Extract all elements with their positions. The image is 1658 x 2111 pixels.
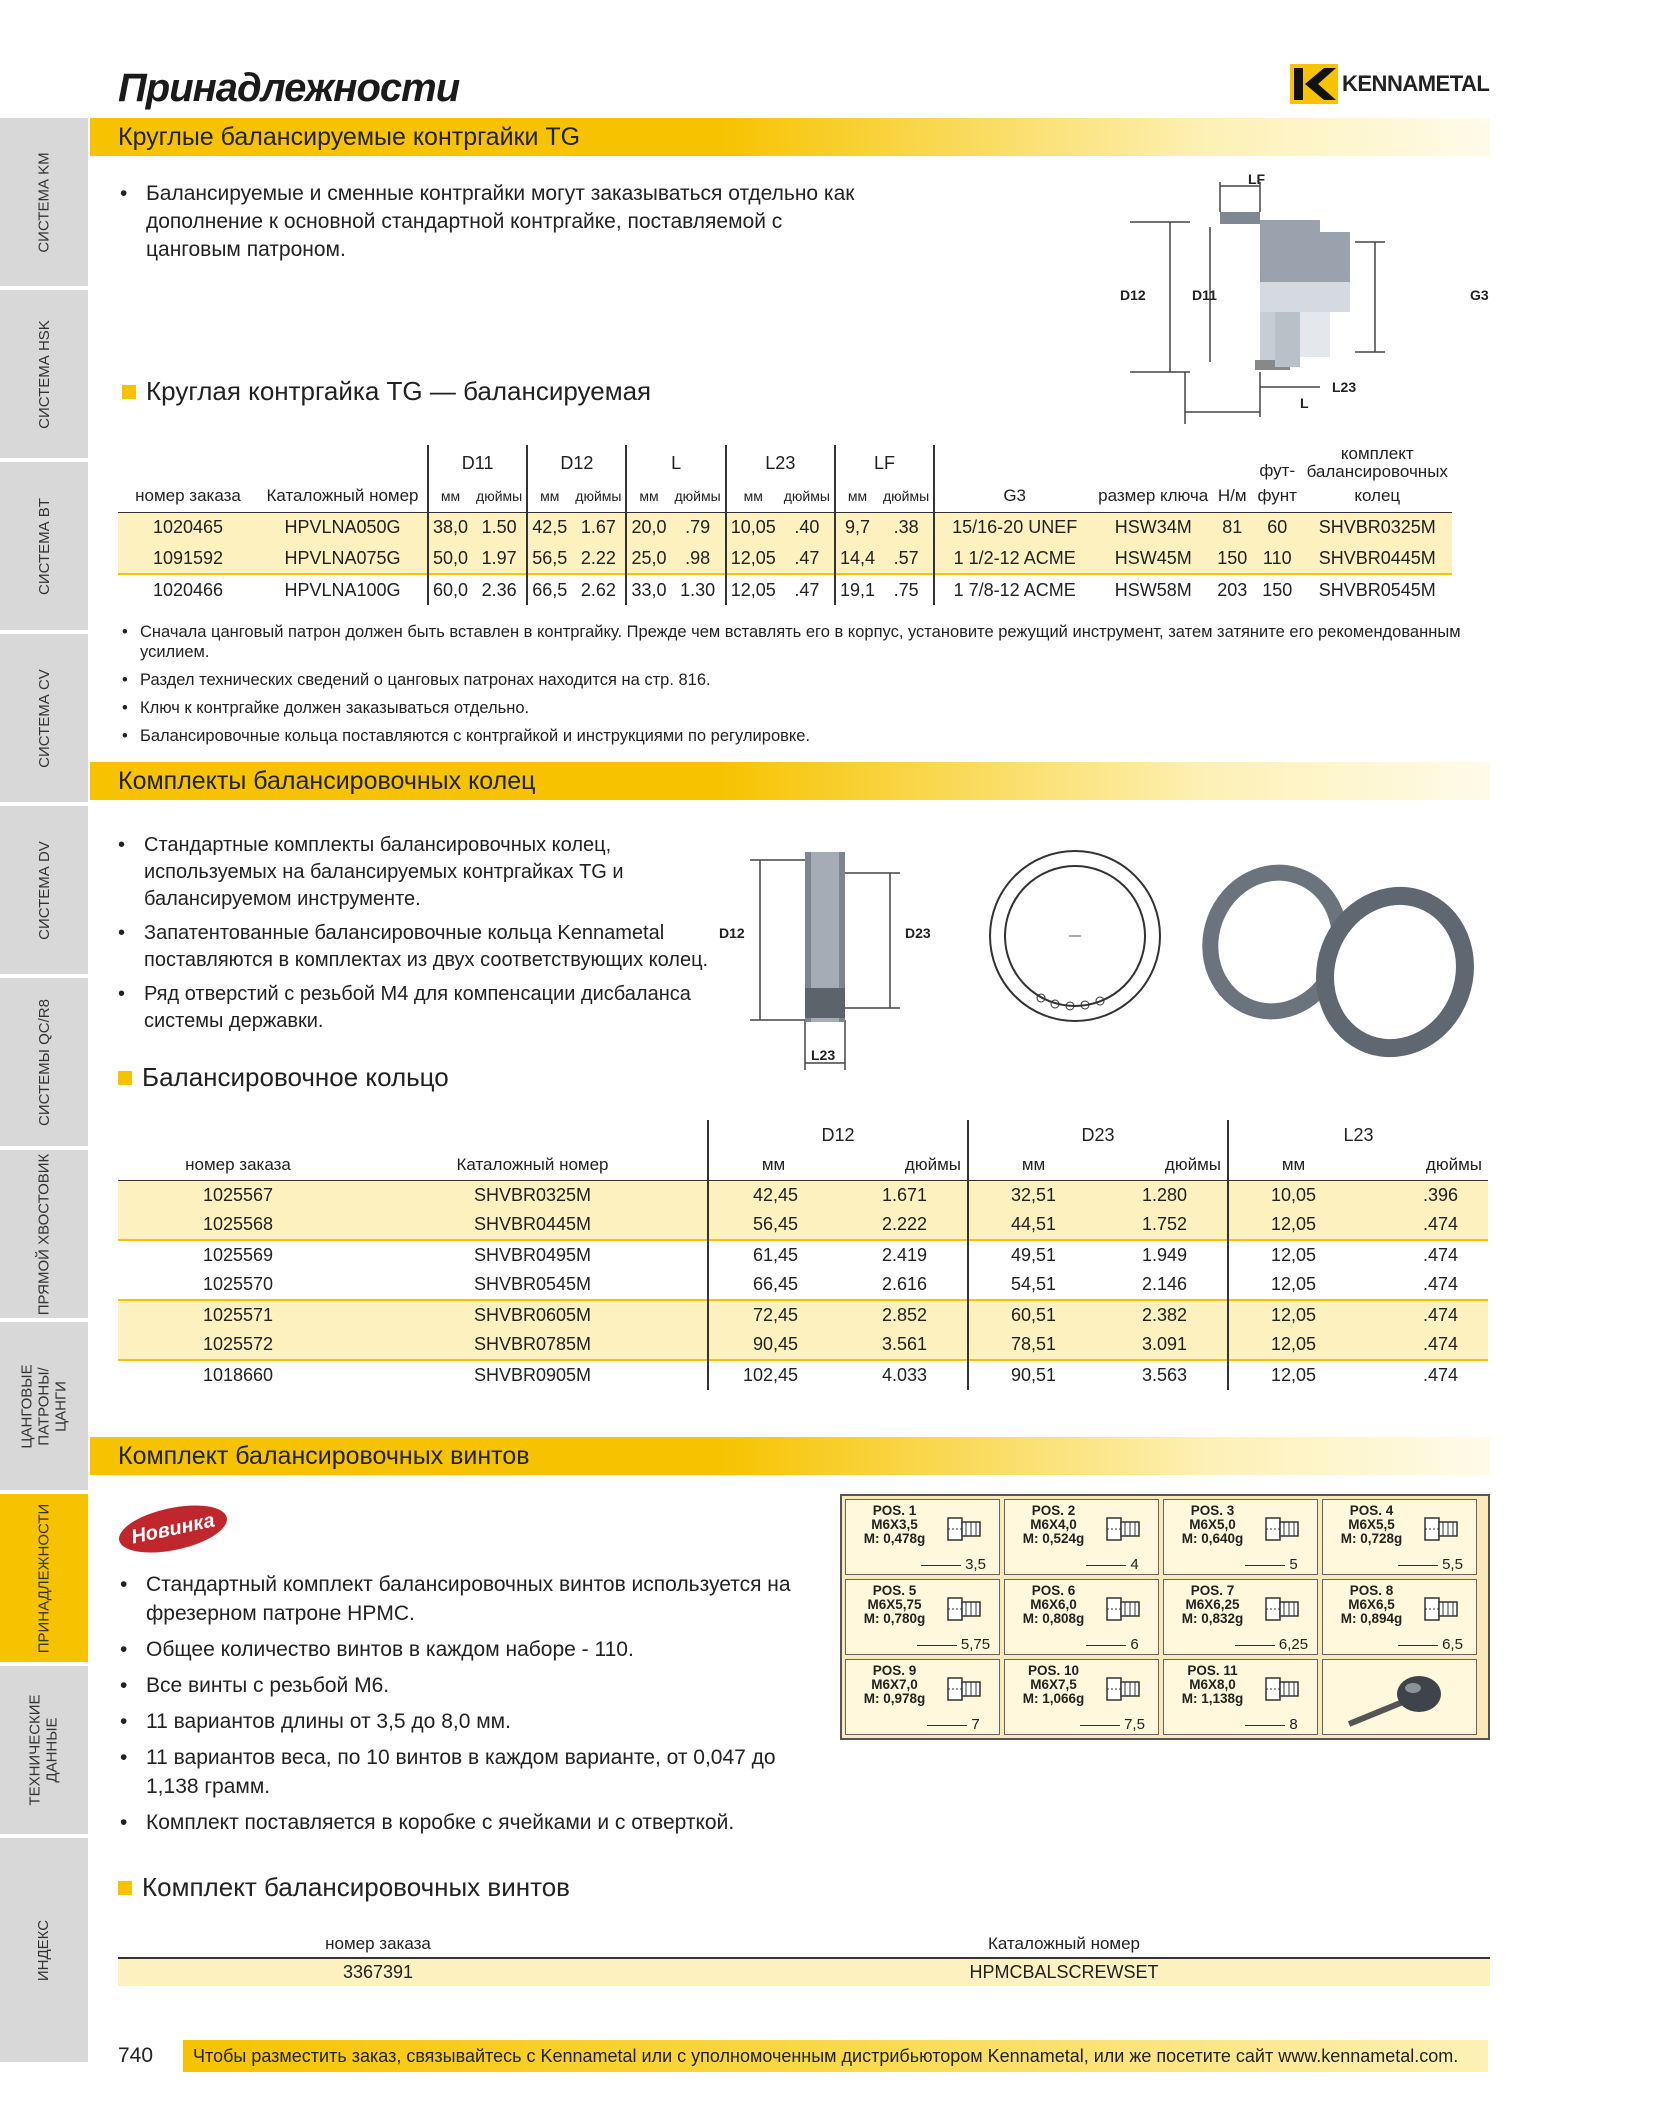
list-item: • 11 вариантов веса, по 10 винтов в каждом варианте, от 0,047 до 1,138 грамм. bbox=[120, 1743, 820, 1801]
kennametal-logo bbox=[1290, 64, 1489, 104]
screw-cell: POS. 2 M6X4,0 M: 0,524g 4 bbox=[1004, 1499, 1159, 1575]
ring-table: D12 D23 L23 номер заказа Каталожный номер мм дюймы мм дюймы мм дюймы 1025567 SHVBR0325M 42,45 1.671 32,51 1.280 10,05 .396 1025568 SHVBR0445M 56,45 2.222 44,51 1.752 12,05 .474 1025569 SHVBR0495M 61,45 2.419 49,51 1.949 12,05 .474 1025570 SHVBR0545M 66,45 2.616 54,51 2.146 12,05 .474 1025571 SHVBR0605M 72,45 2.852 60,51 2.382 12,05 .474 1025572 SHVBR0785M 90,45 3.561 78,51 3.091 12,05 .474 1018660 SHVBR0905M 102,45 4.033 90,51 3.563 12,05 .474 bbox=[118, 1120, 1488, 1390]
section-header-rings: Комплекты балансировочных колец bbox=[90, 762, 1490, 800]
list-item: • 11 вариантов длины от 3,5 до 8,0 мм. bbox=[120, 1707, 820, 1736]
screw-icon bbox=[1260, 1510, 1310, 1550]
table-row: 1025567 SHVBR0325M 42,45 1.671 32,51 1.280 10,05 .396 bbox=[118, 1180, 1488, 1210]
tab-accessories[interactable]: ПРИНАДЛЕЖНОСТИ bbox=[0, 1494, 88, 1664]
screw-icon bbox=[942, 1670, 992, 1710]
tab-dv[interactable]: СИСТЕМА DV bbox=[0, 806, 88, 976]
page-title: Принадлежности bbox=[118, 66, 460, 110]
screw-bullets bbox=[120, 1570, 820, 1844]
th-key: размер ключа bbox=[1098, 486, 1209, 506]
th-d23: D23 bbox=[968, 1120, 1228, 1150]
screw-cell: POS. 4 M6X5,5 M: 0,728g 5,5 bbox=[1322, 1499, 1477, 1575]
locknut-notes bbox=[120, 622, 1490, 754]
th-l: L bbox=[626, 445, 725, 481]
list-item: • Комплект поставляется в коробке с ячейками и с отверткой. bbox=[120, 1808, 820, 1837]
th-l23: L23 bbox=[1228, 1120, 1488, 1150]
yellow-square-icon bbox=[118, 1881, 132, 1895]
list-item: • Ряд отверстий с резьбой М4 для компенсации дисбаланса системы державки. bbox=[118, 981, 718, 1035]
screw-cell: POS. 10 M6X7,5 M: 1,066g 7,5 bbox=[1004, 1659, 1159, 1735]
label-l23: L23 bbox=[811, 1047, 836, 1063]
tab-hsk[interactable]: СИСТЕМА HSK bbox=[0, 290, 88, 460]
th-ft2: фунт bbox=[1257, 486, 1297, 506]
footer-text: Чтобы разместить заказ, связывайтесь с Kennametal или с уполномоченным дистрибьютором Kennametal, или же посетите сайт www.kennametal.com. bbox=[183, 2040, 1488, 2072]
tab-qc[interactable]: СИСТЕМЫ QC/R8 bbox=[0, 978, 88, 1148]
new-badge: Новинка bbox=[115, 1497, 231, 1561]
list-item: • Запатентованные балансировочные кольца Kennametal поставляются в комплектах из двух соответствующих колец. bbox=[118, 920, 718, 974]
section-header-locknuts: Круглые балансируемые контргайки TG bbox=[90, 118, 1490, 156]
footer bbox=[118, 2040, 1488, 2072]
tab-straight[interactable]: ПРЯМОЙ ХВОСТОВИК bbox=[0, 1150, 88, 1320]
th-kit: комплект балансировочных bbox=[1306, 444, 1448, 481]
screw-cell: POS. 3 M6X5,0 M: 0,640g 5 bbox=[1163, 1499, 1318, 1575]
th-catalog: Каталожный номер bbox=[456, 1154, 609, 1174]
page-number: 740 bbox=[118, 2044, 154, 2067]
tab-index[interactable]: ИНДЕКС bbox=[0, 1838, 88, 2064]
th-ft1: фут- bbox=[1259, 461, 1296, 480]
th-lf: LF bbox=[835, 445, 934, 481]
screw-icon bbox=[942, 1510, 992, 1550]
locknut-diagram bbox=[1120, 172, 1500, 432]
label-lf: LF bbox=[1248, 172, 1266, 187]
list-item: • Стандартный комплект балансировочных винтов используется на фрезерном патроне HPMC. bbox=[120, 1570, 820, 1628]
th-kit3: колец bbox=[1354, 486, 1401, 506]
screw-cell: POS. 7 M6X6,25 M: 0,832g 6,25 bbox=[1163, 1579, 1318, 1655]
list-item: • Балансируемые и сменные контргайки могут заказываться отдельно как дополнение к основной стандартной контргайке, поставляемой с цанговым патроном. bbox=[120, 180, 880, 264]
label-l23: L23 bbox=[1332, 379, 1357, 395]
screw-icon bbox=[1101, 1510, 1151, 1550]
subheader-screwset: Комплект балансировочных винтов bbox=[118, 1872, 570, 1903]
yellow-square-icon bbox=[118, 1071, 132, 1085]
screw-icon bbox=[942, 1590, 992, 1630]
screwset-table bbox=[118, 1930, 1490, 1986]
locknut-table: D11 D12 L L23 LF фут- комплект балансировочных номер заказа Каталожный номер мм дюймы мм дюймы мм дюймы мм дюймы мм дюймы G3 размер ключа Н/м фунт колец 1020465 HPVLNA050G 38,0 1.50 42,5 1.67 20,0 .79 10,05 .40 9,7 .38 15/16-20 UNEF HSW34M 81 60 SHVBR0325M 1091592 HPVLNA075G 50,0 1.97 56,5 2.22 25,0 .98 12,05 .47 14,4 .57 1 1/2-12 ACME HSW45M 150 110 SHVBR0445M 1020466 HPVLNA100G 60,0 2.36 66,5 2.62 33,0 1.30 12,05 .47 19,1 .75 1 7/8-12 ACME HSW58M 203 150 SHVBR0545M bbox=[118, 445, 1452, 605]
label-l: L bbox=[1300, 395, 1309, 411]
th-nm: Н/м bbox=[1217, 486, 1247, 506]
th-catalog: Каталожный номер bbox=[987, 1933, 1141, 1953]
table-row: 1020466 HPVLNA100G 60,0 2.36 66,5 2.62 33,0 1.30 12,05 .47 19,1 .75 1 7/8-12 ACME HSW58M 203 150 SHVBR0545M bbox=[118, 574, 1452, 605]
screw-grid bbox=[840, 1494, 1490, 1740]
screw-icon bbox=[1419, 1510, 1469, 1550]
screw-cell: POS. 1 M6X3,5 M: 0,478g 3,5 bbox=[845, 1499, 1000, 1575]
ring-front-drawing bbox=[985, 848, 1165, 1038]
list-item: • Балансировочные кольца поставляются с контргайкой и инструкциями по регулировке. bbox=[120, 726, 1490, 746]
screwdriver-icon bbox=[1341, 1666, 1461, 1732]
table-row: 1025571 SHVBR0605M 72,45 2.852 60,51 2.382 12,05 .474 bbox=[118, 1300, 1488, 1330]
tab-bt[interactable]: СИСТЕМА BT bbox=[0, 462, 88, 632]
table-row: 1025570 SHVBR0545M 66,45 2.616 54,51 2.146 12,05 .474 bbox=[118, 1270, 1488, 1300]
th-d11: D11 bbox=[428, 445, 527, 481]
th-l23: L23 bbox=[726, 445, 835, 481]
tab-tech[interactable]: ТЕХНИЧЕСКИЕ ДАННЫЕ bbox=[0, 1666, 88, 1836]
table-row: 3367391 HPMCBALSCREWSET bbox=[118, 1958, 1490, 1986]
screw-icon bbox=[1419, 1590, 1469, 1630]
th-order: номер заказа bbox=[135, 486, 241, 506]
yellow-square-icon bbox=[122, 385, 136, 399]
table-row: 1025568 SHVBR0445M 56,45 2.222 44,51 1.752 12,05 .474 bbox=[118, 1210, 1488, 1240]
screw-cell: POS. 6 M6X6,0 M: 0,808g 6 bbox=[1004, 1579, 1159, 1655]
th-d12: D12 bbox=[708, 1120, 968, 1150]
list-item: • Все винты с резьбой M6. bbox=[120, 1671, 820, 1700]
ring-photo bbox=[1195, 850, 1495, 1080]
table-row: 1020465 HPVLNA050G 38,0 1.50 42,5 1.67 20,0 .79 10,05 .40 9,7 .38 15/16-20 UNEF HSW34M 81 60 SHVBR0325M bbox=[118, 512, 1452, 543]
screwdriver-cell bbox=[1322, 1659, 1477, 1735]
tab-collet[interactable]: ЦАНГОВЫЕ ПАТРОНЫ/ЦАНГИ bbox=[0, 1322, 88, 1492]
ring-bullets bbox=[118, 832, 718, 1042]
label-d23: D23 bbox=[905, 925, 931, 941]
table-row: 1025569 SHVBR0495M 61,45 2.419 49,51 1.949 12,05 .474 bbox=[118, 1240, 1488, 1270]
label-g3: G3 bbox=[1470, 287, 1489, 303]
screw-cell: POS. 5 M6X5,75 M: 0,780g 5,75 bbox=[845, 1579, 1000, 1655]
list-item: • Общее количество винтов в каждом наборе - 110. bbox=[120, 1635, 820, 1664]
label-d12: D12 bbox=[1120, 287, 1146, 303]
label-d11: D11 bbox=[1192, 287, 1217, 303]
subheader-ring: Балансировочное кольцо bbox=[118, 1062, 449, 1093]
list-item: • Сначала цанговый патрон должен быть вставлен в контргайку. Прежде чем вставлять его в корпус, установите режущий инструмент, затем затяните его рекомендованным усилием. bbox=[120, 622, 1490, 662]
section-header-screws: Комплект балансировочных винтов bbox=[90, 1437, 1490, 1475]
th-order: номер заказа bbox=[325, 1933, 431, 1953]
th-catalog: Каталожный номер bbox=[266, 486, 419, 506]
label-d12: D12 bbox=[719, 925, 745, 941]
subheader-locknut: Круглая контргайка TG — балансируемая bbox=[122, 376, 651, 407]
table-row: 1025572 SHVBR0785M 90,45 3.561 78,51 3.091 12,05 .474 bbox=[118, 1330, 1488, 1360]
kennametal-logo-icon bbox=[1290, 64, 1338, 104]
screw-icon bbox=[1101, 1590, 1151, 1630]
screw-icon bbox=[1101, 1670, 1151, 1710]
th-order: номер заказа bbox=[185, 1154, 291, 1174]
list-item: • Стандартные комплекты балансировочных колец, используемых на балансируемых контргайках TG и балансируемом инструменте. bbox=[118, 832, 718, 913]
screw-cell: POS. 9 M6X7,0 M: 0,978g 7 bbox=[845, 1659, 1000, 1735]
table-row: 1018660 SHVBR0905M 102,45 4.033 90,51 3.563 12,05 .474 bbox=[118, 1360, 1488, 1390]
brand-name: KENNAMETAL bbox=[1342, 71, 1490, 96]
th-d12: D12 bbox=[527, 445, 626, 481]
screw-cell: POS. 8 M6X6,5 M: 0,894g 6,5 bbox=[1322, 1579, 1477, 1655]
ring-diagram bbox=[715, 838, 945, 1078]
tab-cv[interactable]: СИСТЕМА CV bbox=[0, 634, 88, 804]
list-item: • Ключ к контргайке должен заказываться отдельно. bbox=[120, 698, 1490, 718]
screw-icon bbox=[1260, 1590, 1310, 1630]
tab-km[interactable]: СИСТЕМА KM bbox=[0, 118, 88, 288]
th-g3: G3 bbox=[934, 481, 1094, 512]
screw-icon bbox=[1260, 1670, 1310, 1710]
table-row: 1091592 HPVLNA075G 50,0 1.97 56,5 2.22 25,0 .98 12,05 .47 14,4 .57 1 1/2-12 ACME HSW45M 150 110 SHVBR0445M bbox=[118, 543, 1452, 574]
locknut-bullets bbox=[120, 180, 880, 271]
screw-cell: POS. 11 M6X8,0 M: 1,138g 8 bbox=[1163, 1659, 1318, 1735]
list-item: • Раздел технических сведений о цанговых патронах находится на стр. 816. bbox=[120, 670, 1490, 690]
